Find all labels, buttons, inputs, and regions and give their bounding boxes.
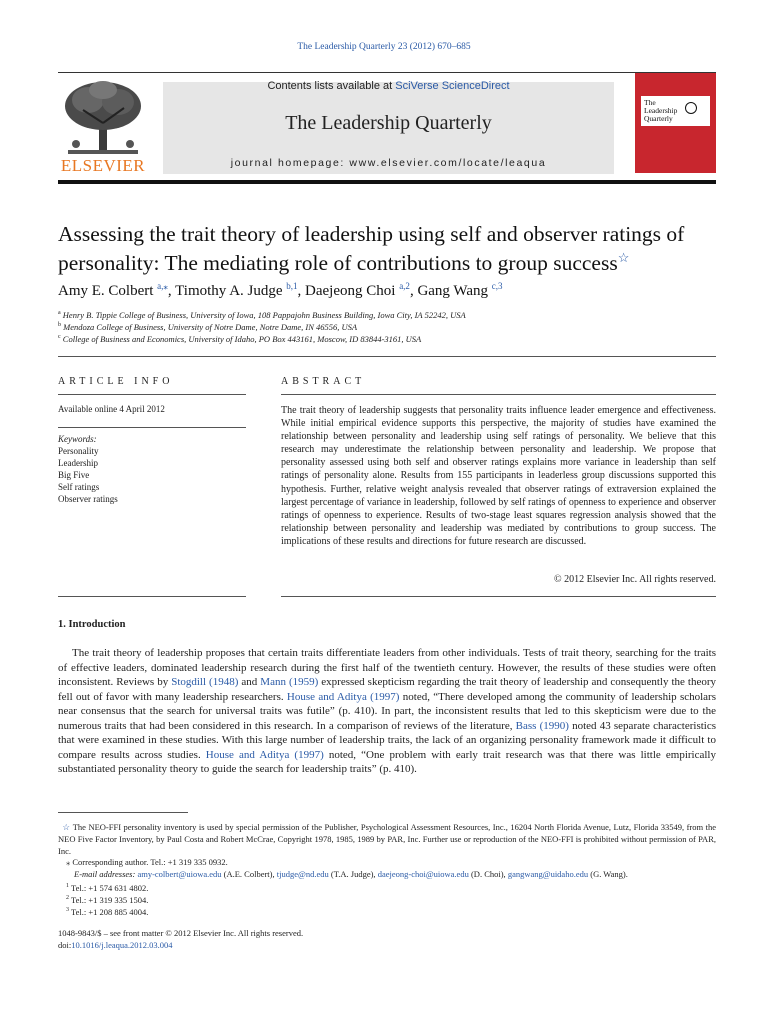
footnote-tel <box>58 905 716 919</box>
ref-house-aditya-link[interactable]: House and Aditya (1997) <box>286 690 400 703</box>
keyword: Observer ratings <box>58 494 118 504</box>
sciencedirect-link[interactable]: SciVerse ScienceDirect <box>395 80 510 92</box>
header-rule <box>58 72 716 73</box>
available-online: Available online 4 April 2012 <box>58 404 165 414</box>
author-name: Timothy A. Judge <box>175 283 283 299</box>
author-sup[interactable]: b,1 <box>286 281 298 291</box>
article-info-rule <box>58 394 246 395</box>
journal-homepage[interactable]: journal homepage: www.elsevier.com/locate/leaqua <box>230 157 547 169</box>
article-title <box>58 222 716 275</box>
doi-label: doi: <box>58 940 72 950</box>
email-link[interactable]: gangwang@uidaho.edu <box>507 869 589 879</box>
author-name: Daejeong Choi <box>305 283 396 299</box>
abstract-text: The trait theory of leadership suggests that personality traits influence leader emergence and effectiveness. While initial empirical evidence supports this perspective, the majority of studies have examined the relationship between personality and leadership using self ratings of personality. We believe that this research may underestimate the relationship between personality and leadership. We propose that personality assessed using both self and observer ratings explains more variance in leadership than self ratings of personality alone. Results from 155 participants in leaderless group discussions supported this hypothesis. Further, relative weight analysis revealed that observer ratings of extraversion explained the largest percentage of variance in leadership, followed by self ratings of openness to experience and observer ratings of openness to experience. Results of two-stage least squares regression analysis showed that the relationship between personality and leadership was mediated by contributions to group success. The implications of these results and directions for future research are discussed. <box>281 405 716 547</box>
email-label: E-mail addresses: <box>74 869 138 879</box>
footnote-mark: 2 <box>66 895 69 901</box>
author-sup[interactable]: a,2 <box>399 281 410 291</box>
abstract-heading: ABSTRACT <box>281 376 366 387</box>
ref-house-aditya-link[interactable]: House and Aditya (1997) <box>205 748 324 761</box>
email-owner: (G. Wang). <box>588 869 628 879</box>
intro-text: noted, “There developed among the community of leadership scholars near consensus that the search for universal traits was futile” (p. 410). In part, the inconsistent results that led to this skepticism were due to the numerous traits that had been considered in this research. In a comparison of reviews of the literature, <box>58 690 716 732</box>
footnote-mark: 3 <box>66 907 69 913</box>
affiliation-mark: a <box>58 310 61 316</box>
journal-citation[interactable]: The Leadership Quarterly 23 (2012) 670–685 <box>297 42 471 52</box>
intro-text: The trait theory of leadership proposes that certain traits differentiate leaders from other individuals. Tests of trait theory, searching for the traits of effective leaders, dominated leadership research during the first half of the twentieth century. However, the results of these studies were often inconsistent. Reviews by <box>58 647 716 688</box>
elsevier-wordmark: ELSEVIER <box>60 156 146 175</box>
email-link[interactable]: amy-colbert@uiowa.edu <box>137 869 222 879</box>
abstract-bottom-rule <box>281 596 716 597</box>
email-owner: (A.E. Colbert), <box>221 869 277 879</box>
header-thick-rule <box>58 180 716 184</box>
contents-line <box>163 80 614 92</box>
affiliation-text: Mendoza College of Business, University of Notre Dame, Notre Dame, IN 46556, USA <box>63 321 358 332</box>
affiliation-text: Henry B. Tippie College of Business, University of Iowa, 108 Pappajohn Business Building, Iowa City, IA 52242, USA <box>62 309 466 320</box>
intro-text: noted 43 separate characteristics that were examined in these studies. With this large number of leadership traits, the lack of an organizing personality framework made it difficult to compare results across studies. <box>58 719 717 761</box>
journal-cover-label <box>641 96 710 126</box>
abstract-copyright: © 2012 Elsevier Inc. All rights reserved. <box>553 574 716 585</box>
elsevier-tree-icon <box>58 78 148 158</box>
doi-line <box>58 940 716 952</box>
footnote-text: The NEO-FFI personality inventory is used by special permission of the Publisher, Psychological Assessment Resources, Inc., 16204 North Florida Avenue, Lutz, Florida 33549, from the NEO Five Factor Inventory, by Paul Costa and Robert McCrae, Copyright 1978, 1985, 1989 by PAR, Inc. Further use or reproduction of the NEO-FFI is prohibited without permission of PAR, Inc. <box>58 822 717 856</box>
section-rule <box>58 356 716 357</box>
keyword: Self ratings <box>58 482 100 492</box>
article-info-bottom-rule <box>58 596 246 597</box>
affiliation-text: College of Business and Economics, University of Idaho, PO Box 443161, Moscow, ID 83844-3161, USA <box>62 333 422 344</box>
footnote-text: Tel.: +1 574 631 4802. <box>70 882 149 893</box>
footnote-emails <box>58 869 716 881</box>
ref-bass-link[interactable]: Bass (1990) <box>515 719 569 732</box>
ref-stogdill-link[interactable]: Stogdill (1948) <box>171 676 239 688</box>
footnote-corresponding <box>58 857 716 869</box>
affiliation-mark: b <box>58 322 61 328</box>
footnote-star <box>58 822 716 857</box>
author-sup[interactable]: c,3 <box>491 281 503 291</box>
footnote-mark: ⁎ <box>66 857 71 867</box>
author-name: Amy E. Colbert <box>58 283 154 299</box>
footnote-rule <box>58 812 188 813</box>
article-title-line2: personality: The mediating role of contributions to group success <box>58 251 618 276</box>
email-link[interactable]: tjudge@nd.edu <box>276 869 329 879</box>
introduction-heading: 1. Introduction <box>58 619 126 630</box>
intro-text: expressed skepticism regarding the trait theory of leadership and consequently the theory fell out of favor with many leadership researchers. <box>58 676 717 703</box>
doi-link[interactable]: 10.1016/j.leaqua.2012.03.004 <box>71 940 173 950</box>
article-info-heading: ARTICLE INFO <box>58 376 174 387</box>
article-title-line1: Assessing the trait theory of leadership using self and observer ratings of <box>58 222 685 246</box>
footnote-mark: 1 <box>66 883 69 889</box>
affiliation <box>58 331 716 345</box>
journal-title: The Leadership Quarterly <box>285 112 492 134</box>
footnote-text: Tel.: +1 319 335 1504. <box>70 894 149 905</box>
title-star-icon[interactable]: ☆ <box>617 250 630 265</box>
ref-mann-link[interactable]: Mann (1959) <box>260 676 319 688</box>
author-list: Amy E. Colbert $^{a,⁎}$, Timothy A. Judge $^{b,1}$, Daejeong Choi $^{a,2}$, Gang Wang $^{c,3}$ <box>58 281 503 299</box>
email-link[interactable]: daejeong-choi@uiowa.edu <box>377 869 469 879</box>
cover-emblem-icon <box>685 102 697 114</box>
intro-text: noted, “One problem with early trait research was that there was little empirically substantiated personality theory to guide the search for leadership traits” (p. 410). <box>58 748 716 775</box>
keyword: Big Five <box>58 470 90 480</box>
author-sup[interactable]: a,⁎ <box>157 281 168 291</box>
keyword: Personality <box>58 446 99 456</box>
introduction-paragraph <box>58 646 716 777</box>
keywords-rule <box>58 427 246 428</box>
elsevier-logo[interactable] <box>58 78 148 174</box>
footnote-text: Corresponding author. Tel.: +1 319 335 0932. <box>72 857 228 867</box>
footnote-text: Tel.: +1 208 885 4004. <box>70 906 149 917</box>
cover-title: The Leadership Quarterly <box>644 98 678 123</box>
keyword: Leadership <box>58 458 98 468</box>
intro-text: and <box>238 676 261 688</box>
affiliation-mark: c <box>58 334 61 340</box>
author-name: Gang Wang <box>417 283 489 299</box>
email-owner: (D. Choi), <box>468 869 508 879</box>
keywords-label: Keywords: <box>58 434 97 444</box>
contents-prefix: Contents lists available at <box>267 80 396 92</box>
email-owner: (T.A. Judge), <box>328 869 378 879</box>
abstract-rule <box>281 394 716 395</box>
issn-line: 1048-9843/$ – see front matter © 2012 Elsevier Inc. All rights reserved. <box>58 928 304 938</box>
footnote-star-icon: ☆ <box>62 822 71 832</box>
